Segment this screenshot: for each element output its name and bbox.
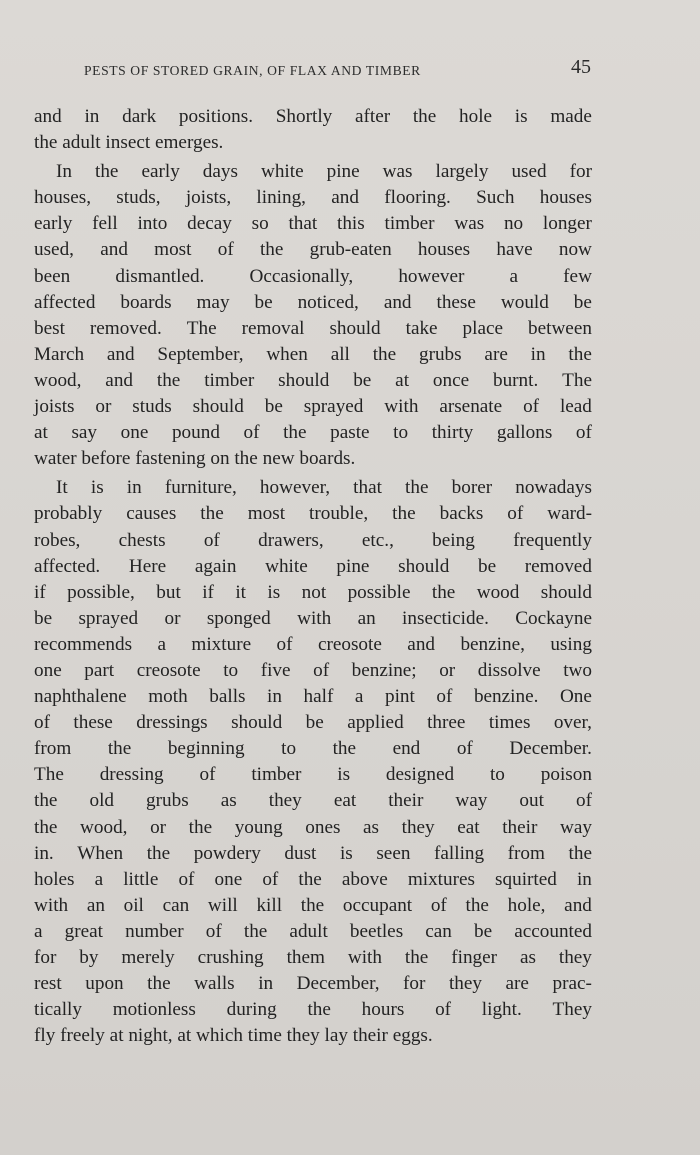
text-line: tically motionless during the hours of light. They [34,999,592,1021]
text-line: joists or studs should be sprayed with arsenate of lead [34,396,592,418]
text-line: affected. Here again white pine should be removed [34,555,592,577]
text-line: naphthalene moth balls in half a pint of benzine. One [34,686,592,708]
text-line: be sprayed or sponged with an insecticide. Cockayne [34,607,592,629]
running-head [80,54,595,84]
paragraph [34,104,592,156]
text-line: best removed. The removal should take place between [34,317,592,339]
text-line: In the early days white pine was largely used for [56,161,592,183]
text-line: from the beginning to the end of December. [34,738,592,760]
text-line: and in dark positions. Shortly after the hole is made [34,106,592,127]
text-line: if possible, but if it is not possible the wood should [34,581,592,603]
text-line: for by merely crushing them with the finger as they [34,947,592,968]
text-line: been dismantled. Occasionally, however a few [34,265,592,287]
text-line: rest upon the walls in December, for they are prac- [34,973,592,995]
paragraph [34,475,592,1049]
paragraph [34,159,592,472]
text-line: robes, chests of drawers, etc., being frequently [34,529,592,551]
text-line: in. When the powdery dust is seen falling from the [34,842,592,864]
text-line: the wood, or the young ones as they eat their way [34,816,592,838]
text-line: early fell into decay so that this timber was no longer [34,213,592,235]
text-line: The dressing of timber is designed to poison [34,764,592,786]
text-line: wood, and the timber should be at once burnt. The [34,369,592,391]
text-line: affected boards may be noticed, and these would be [34,291,592,313]
text-line: a great number of the adult beetles can be accounted [34,920,592,942]
text-line: the old grubs as they eat their way out of [34,790,592,812]
text-line: houses, studs, joists, lining, and flooring. Such houses [34,187,592,209]
text-line: with an oil can will kill the occupant of the hole, and [34,894,592,916]
text-line: holes a little of one of the above mixtures squirted in [34,868,592,890]
text-line: water before fastening on the new boards. [34,448,356,470]
text-line: It is in furniture, however, that the borer nowadays [56,477,592,499]
text-line: recommends a mixture of creosote and benzine, using [34,633,592,655]
page-number: 45 [571,56,591,78]
text-line: used, and most of the grub-eaten houses have now [34,239,592,261]
text-line: March and September, when all the grubs are in the [34,343,592,365]
text-line: of these dressings should be applied three times over, [34,712,592,734]
text-line: probably causes the most trouble, the backs of ward- [34,503,592,525]
running-title: PESTS OF STORED GRAIN, OF FLAX AND TIMBER [84,63,421,78]
text-line: the adult insect emerges. [34,132,224,154]
body-text [34,104,592,1049]
text-line: at say one pound of the paste to thirty gallons of [34,422,592,444]
text-line: fly freely at night, at which time they lay their eggs. [34,1025,433,1047]
text-line: one part creosote to five of benzine; or dissolve two [34,659,592,681]
